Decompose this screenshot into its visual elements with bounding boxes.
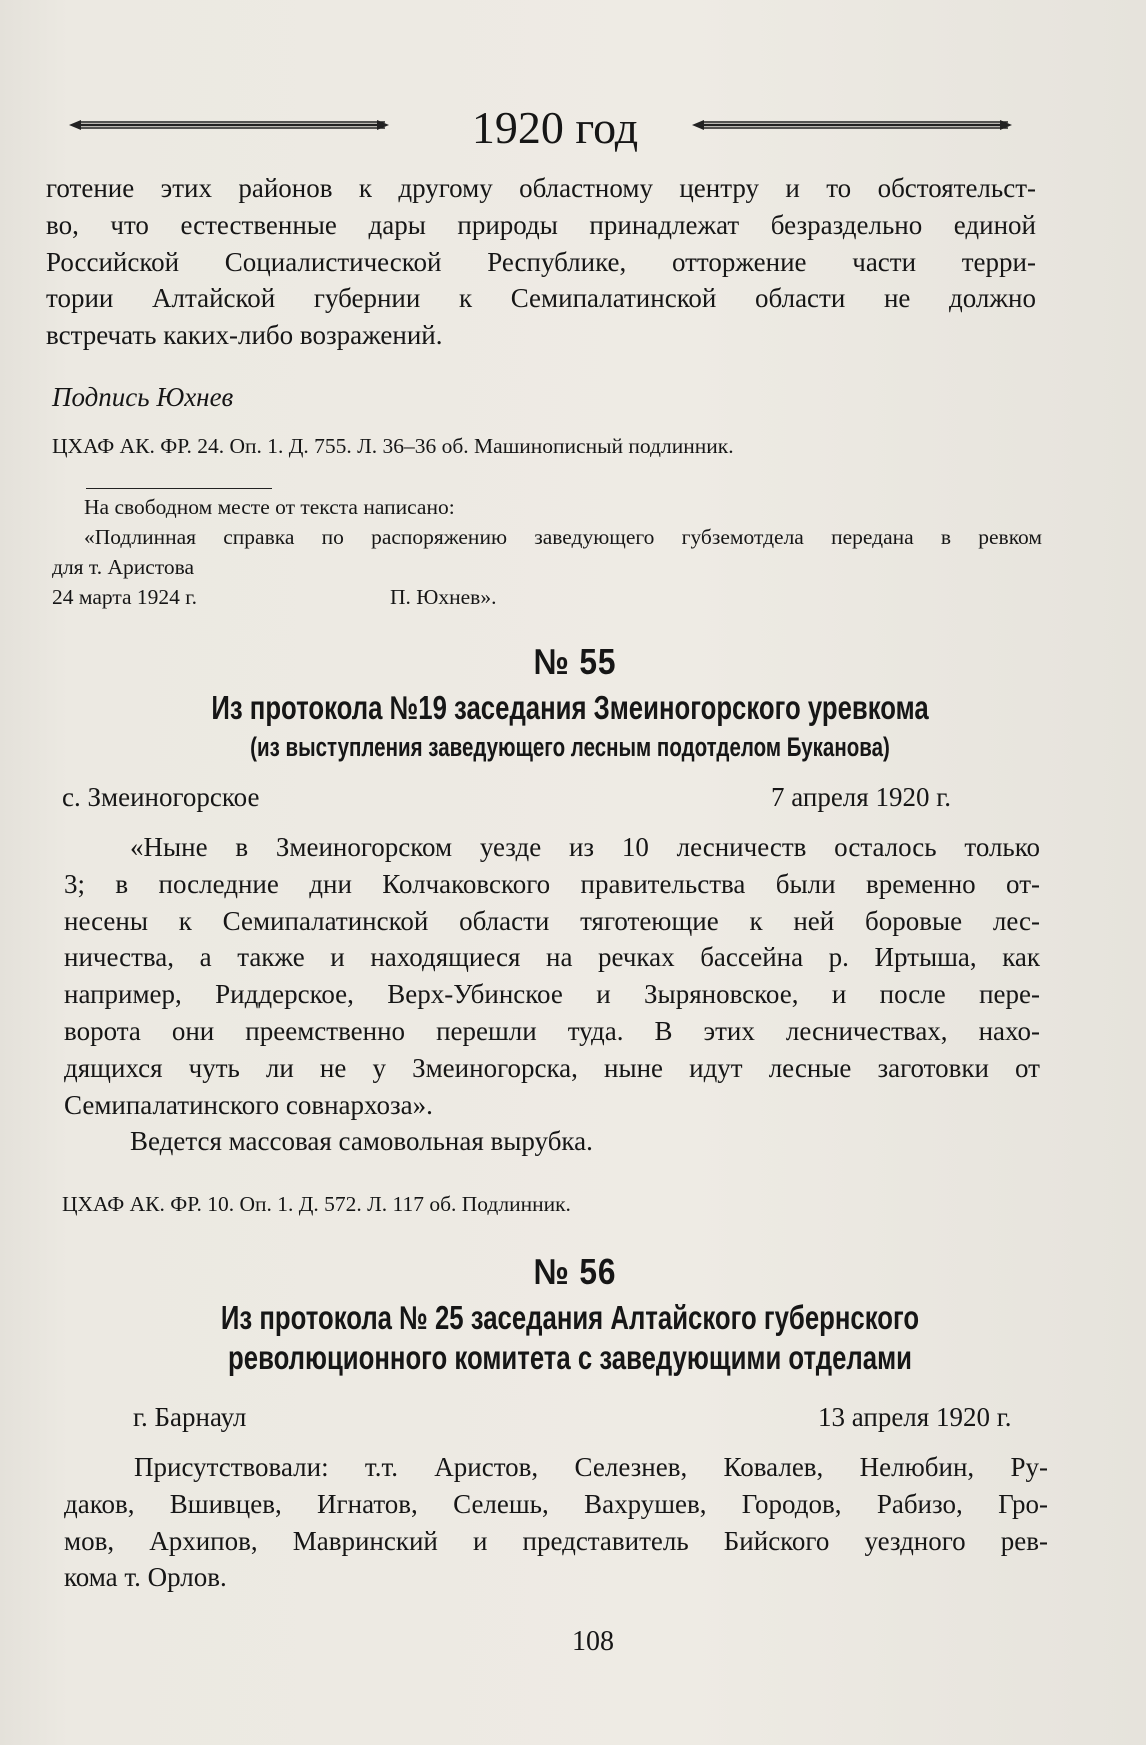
text-line: Присутствовали: т.т. Аристов, Селезнев, Ковалев, Нелюбин, Ру-	[134, 1452, 1048, 1482]
note-line: На свободном месте от текста написано:	[84, 495, 455, 519]
note-line: для т. Аристова	[52, 555, 195, 579]
footnote-rule	[86, 488, 272, 489]
archive-source: ЦХАФ АК. ФР. 24. Оп. 1. Д. 755. Л. 36–36 об. Машинописный подлинник.	[52, 434, 734, 458]
document-number: № 55	[533, 641, 617, 682]
text-line: Семипалатинского совнархоза».	[64, 1089, 433, 1120]
note-date: 24 марта 1924 г.	[52, 585, 198, 609]
text-line: Ведется массовая самовольная вырубка.	[130, 1126, 593, 1157]
document-title: Из протокола № 25 заседания Алтайского губернского	[220, 1299, 920, 1336]
text-line: несены к Семипалатинской области тяготеющие к ней боровые лес-	[64, 905, 1040, 936]
text-line: ворота они преемственно перешли туда. В этих лесничествах, нахо-	[64, 1015, 1040, 1046]
text-line: тории Алтайской губернии к Семипалатинской области не должно	[46, 283, 1036, 314]
document-body	[64, 1449, 1048, 1596]
document-subtitle: (из выступления заведующего лесным подотделом Буканова)	[250, 732, 890, 762]
text-line: встречать каких-либо возражений.	[46, 320, 443, 351]
continuation-paragraph	[46, 170, 1036, 354]
archive-note	[52, 492, 1042, 582]
ornament-right-icon	[690, 118, 1015, 132]
archive-source: ЦХАФ АК. ФР. 10. Оп. 1. Д. 572. Л. 117 об. Подлинник.	[62, 1192, 571, 1216]
ornament-left-icon	[67, 118, 392, 132]
document-body	[64, 829, 1040, 1160]
note-line: «Подлинная справка по распоряжению заведующего губземотдела передана в ревком	[84, 525, 1042, 549]
document-date: 7 апреля 1920 г.	[771, 782, 951, 812]
page-number: 108	[572, 1626, 614, 1657]
document-title: революционного комитета с заведующими отделами	[228, 1339, 912, 1376]
text-line: во, что естественные дары природы принадлежат безраздельно единой	[46, 209, 1036, 240]
text-line: «Ныне в Змеиногорском уезде из 10 лесничеств осталось только	[130, 832, 1040, 862]
text-line: 3; в последние дни Колчаковского правительства были временно от-	[64, 868, 1040, 899]
text-line: кома т. Орлов.	[64, 1562, 227, 1593]
text-line: например, Риддерское, Верх-Убинское и Зыряновское, и после пере-	[64, 979, 1040, 1010]
document-place: г. Барнаул	[133, 1402, 247, 1432]
text-line: готение этих районов к другому областному центру и то обстоятельст-	[46, 173, 1036, 203]
text-line: Российской Социалистической Республике, отторжение части терри-	[46, 246, 1036, 277]
running-header	[60, 100, 1050, 160]
text-line: дящихся чуть ли не у Змеиногорска, ныне идут лесные заготовки от	[64, 1052, 1040, 1083]
text-line: мов, Архипов, Мавринский и представитель Бийского уездного рев-	[64, 1525, 1048, 1556]
text-line: даков, Вшивцев, Игнатов, Селешь, Вахрушев, Городов, Рабизо, Гро-	[64, 1488, 1048, 1519]
year-title: 1920 год	[471, 102, 639, 153]
document-place: с. Змеиногорское	[62, 782, 260, 812]
signature: Подпись Юхнев	[52, 382, 234, 412]
document-date: 13 апреля 1920 г.	[818, 1402, 1012, 1432]
document-title: Из протокола №19 заседания Змеиногорского уревкома	[211, 689, 929, 726]
note-signature: П. Юхнев».	[390, 585, 497, 609]
text-line: ничества, а также и находящиеся на речках бассейна р. Иртыша, как	[64, 942, 1040, 973]
document-number: № 56	[533, 1251, 617, 1292]
